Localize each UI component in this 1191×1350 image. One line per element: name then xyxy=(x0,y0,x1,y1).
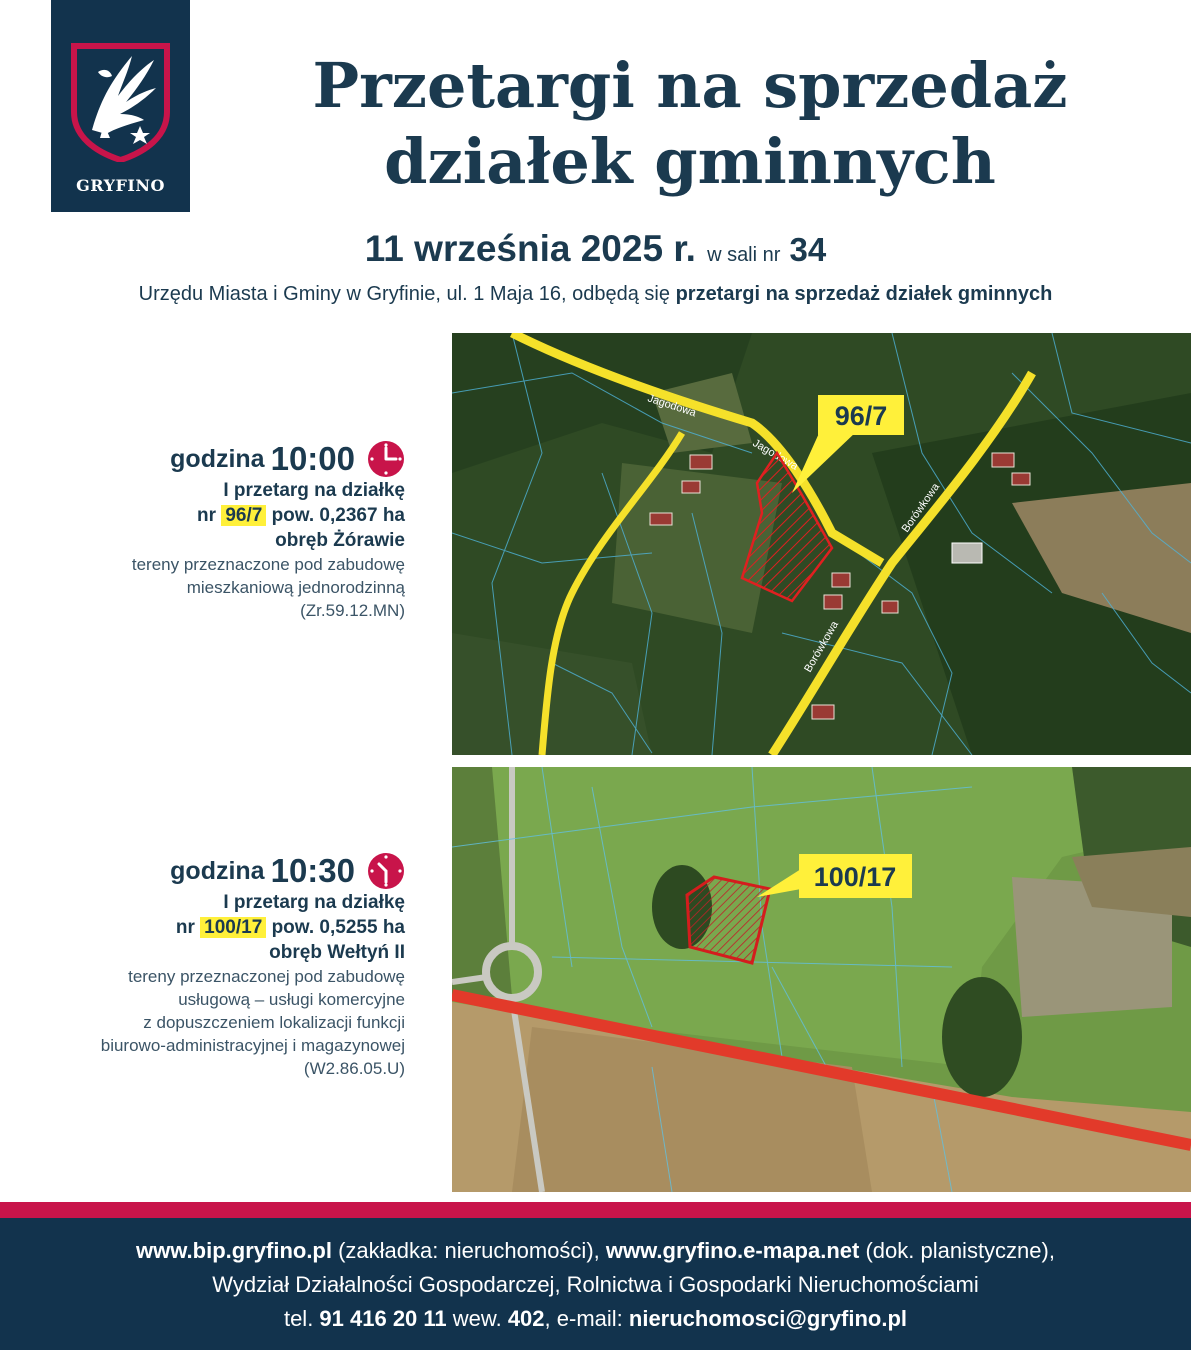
lot-1-parcel-line xyxy=(132,503,405,528)
lot-1-desc-1: tereny przeznaczone pod zabudowę xyxy=(131,555,405,574)
title-line-2: działek gminnych xyxy=(384,125,996,198)
footer-line-2: Wydział Działalności Gospodarczej, Rolnictwa i Gospodarki Nieruchomościami xyxy=(212,1272,979,1297)
lot-info-1 xyxy=(132,440,405,622)
email-link[interactable]: nieruchomosci@gryfino.pl xyxy=(628,1306,908,1331)
lot-2-desc-5: (W2.86.05.U) xyxy=(303,1059,405,1078)
clock-icon xyxy=(367,440,405,478)
lot-2-desc-3: z dopuszczeniem lokalizacji funkcji xyxy=(143,1013,405,1032)
aerial-map-weltyn xyxy=(452,767,1191,1192)
footer-line-1 xyxy=(0,1234,1191,1268)
footer-text-1: (zakładka: nieruchomości), xyxy=(331,1238,606,1263)
footer-line-3 xyxy=(0,1302,1191,1336)
road-label-jagodowa-1: Jagodowa xyxy=(646,392,698,420)
room-number: 34 xyxy=(789,231,827,268)
tel-label: tel. xyxy=(283,1306,320,1331)
nr-prefix: nr xyxy=(175,917,195,938)
phone-number[interactable]: 91 416 20 11 xyxy=(319,1306,447,1331)
ext-number: 402 xyxy=(507,1306,545,1331)
title-line-1: Przetargi na sprzedaż xyxy=(312,49,1068,122)
callout-96-7: 96/7 xyxy=(834,401,888,431)
lot-2-title: I przetarg na działkę xyxy=(223,892,405,913)
lot-info-2 xyxy=(101,852,405,1080)
parcel-number: 100/17 xyxy=(200,917,266,938)
place-text: Urzędu Miasta i Gminy w Gryfinie, ul. 1 Maja 16, odbędą się xyxy=(138,283,670,305)
hour-label: godzina xyxy=(170,444,265,473)
road-label-borowkowa-2: Borówkowa xyxy=(802,619,842,675)
callout-100-17: 100/17 xyxy=(813,862,897,892)
footer xyxy=(0,1218,1191,1350)
emapa-link[interactable]: www.gryfino.e-mapa.net xyxy=(605,1238,860,1263)
room-prefix: w sali nr xyxy=(707,244,781,266)
aerial-map-zorawie xyxy=(452,333,1191,755)
lot-1-desc-2: mieszkaniową jednorodzinną xyxy=(186,578,405,597)
lot-1-desc-3: (Zr.59.12.MN) xyxy=(300,601,405,620)
email-label: , e-mail: xyxy=(544,1306,629,1331)
footer-accent-strip xyxy=(0,1202,1191,1218)
page-title xyxy=(210,48,1170,200)
ext-label: wew. xyxy=(446,1306,508,1331)
parcel-area: pow. 0,2367 ha xyxy=(271,505,405,526)
lot-1-hour xyxy=(132,440,405,478)
lot-2-desc-4: biurowo-administracyjnej i magazynowej xyxy=(100,1036,405,1055)
nr-prefix: nr xyxy=(197,505,217,526)
logo-text: GRYFINO xyxy=(76,176,165,195)
place-line xyxy=(0,283,1191,306)
parcel-number: 96/7 xyxy=(221,505,266,526)
lot-2-desc-2: usługową – usługi komercyjne xyxy=(178,990,405,1009)
hour-time: 10:00 xyxy=(270,440,355,477)
hour-time: 10:30 xyxy=(270,852,355,889)
clock-icon xyxy=(367,852,405,890)
lot-1-title: I przetarg na działkę xyxy=(223,480,405,501)
road-label-borowkowa-1: Borówkowa xyxy=(899,481,943,535)
griffin-crest-icon xyxy=(70,42,171,162)
place-bold: przetargi na sprzedaż działek gminnych xyxy=(675,283,1053,305)
lot-2-precinct: obręb Wełtyń II xyxy=(269,942,405,963)
lot-2-hour xyxy=(101,852,405,890)
lot-2-parcel-line xyxy=(101,915,405,940)
bip-link[interactable]: www.bip.gryfino.pl xyxy=(136,1238,332,1263)
date-line xyxy=(0,228,1191,270)
hour-label: godzina xyxy=(170,856,265,885)
parcel-area: pow. 0,5255 ha xyxy=(271,917,405,938)
lot-1-precinct: obręb Żórawie xyxy=(275,530,405,551)
auction-date: 11 września 2025 r. xyxy=(364,228,696,269)
lot-2-desc-1: tereny przeznaczonej pod zabudowę xyxy=(128,967,405,986)
footer-text-2: (dok. planistyczne), xyxy=(859,1238,1055,1263)
gryfino-logo xyxy=(51,0,190,212)
